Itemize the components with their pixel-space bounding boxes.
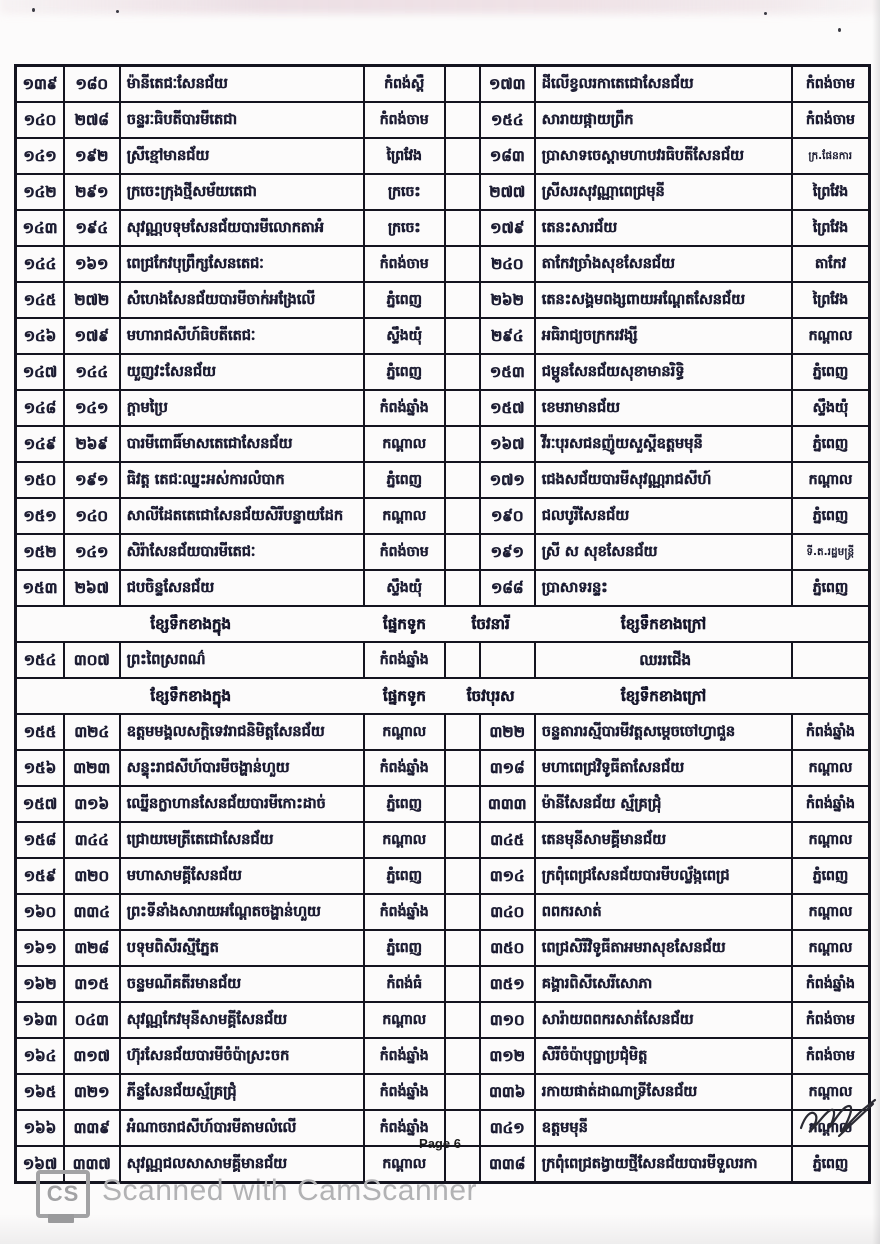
divider-cell	[445, 750, 480, 786]
right-boat-name: ប្រាសាទរន្ទះ	[535, 570, 792, 606]
table-row	[16, 354, 870, 390]
left-province: កណ្តាល	[364, 1002, 445, 1038]
left-province: កំពង់ឆ្នាំង	[364, 1110, 445, 1146]
left-boat-code: ៣៣៤	[64, 894, 120, 930]
right-boat-name: តេនះសង្គមពង្សពាយអណ្តែតសែនជ័យ	[535, 282, 792, 318]
table-row	[16, 246, 870, 282]
right-province: កណ្តាល	[792, 750, 870, 786]
divider-cell	[445, 786, 480, 822]
left-province: កណ្តាល	[364, 498, 445, 534]
left-boat-code: ១៨០	[64, 66, 120, 103]
boat-roster-table	[14, 64, 871, 1184]
right-boat-code	[480, 642, 535, 678]
left-entry-number: ១៤៥	[16, 282, 64, 318]
right-province: ភ្នំពេញ	[792, 426, 870, 462]
left-boat-code: ២៧២	[64, 282, 120, 318]
left-boat-name: សាលីដែតតេជោសែនជ័យសិរីបន្ទាយដែក	[120, 498, 364, 534]
left-province: កណ្តាល	[364, 714, 445, 750]
table-row	[16, 210, 870, 246]
right-boat-code: ២៦២	[480, 282, 535, 318]
right-boat-name: ក្រពុំពេជ្រតង្វាយថ្មីសែនជ័យបារមីទួលរកា	[535, 1146, 792, 1183]
scan-speck	[838, 28, 841, 32]
left-boat-name: ឧត្តមមង្គលសក្តិទេវរាជនិមិត្តសែនជ័យ	[120, 714, 364, 750]
inner-lane-header: ខ្សែទឹកខាងក្នុង	[150, 614, 231, 633]
divider-cell	[445, 102, 480, 138]
table-row	[16, 462, 870, 498]
table-row	[16, 1074, 870, 1110]
right-boat-code: ១៨៨	[480, 570, 535, 606]
divider-cell	[445, 318, 480, 354]
divider-cell	[445, 138, 480, 174]
left-entry-number: ១៥៥	[16, 714, 64, 750]
left-boat-name: ម៉ានីតេជៈសែនជ័យ	[120, 66, 364, 103]
scan-bottom-shadow	[0, 1214, 880, 1244]
left-province: ភ្នំពេញ	[364, 858, 445, 894]
right-boat-name: សារាយផ្កាយព្រឹក	[535, 102, 792, 138]
table-row	[16, 66, 870, 103]
left-boat-name: ក្រចេះក្រុងថ្មីសម័យតេជា	[120, 174, 364, 210]
table-row	[16, 1002, 870, 1038]
divider-cell	[445, 966, 480, 1002]
right-province: កណ្តាល	[792, 894, 870, 930]
table-row	[16, 138, 870, 174]
left-boat-code: ០៤៣	[64, 1002, 120, 1038]
left-entry-number: ១៤៣	[16, 210, 64, 246]
divider-cell	[445, 534, 480, 570]
left-boat-name: សុវណ្ណបទុមសែនជ័យបារមីលោកតាអំ	[120, 210, 364, 246]
left-entry-number: ១៥៨	[16, 822, 64, 858]
right-boat-code: ៣៥០	[480, 930, 535, 966]
right-province: កំពង់ចាម	[792, 1002, 870, 1038]
right-boat-name: ក្រពុំពេជ្រសែនជ័យបារមីបល្ល័ង្កពេជ្រ	[535, 858, 792, 894]
left-province: ភ្នំពេញ	[364, 462, 445, 498]
left-province: ភ្នំពេញ	[364, 786, 445, 822]
right-province: ព្រៃវែង	[792, 174, 870, 210]
left-boat-name: មហាសាមគ្គីសែនជ័យ	[120, 858, 364, 894]
camscanner-logo-icon	[36, 1170, 90, 1218]
divider-cell	[445, 354, 480, 390]
left-boat-name: ស្រីខ្មៅមានជ័យ	[120, 138, 364, 174]
divider-cell	[445, 858, 480, 894]
left-province: ក្រចេះ	[364, 210, 445, 246]
left-boat-code: ៣២០	[64, 858, 120, 894]
scan-speck	[764, 12, 767, 15]
table-row	[16, 174, 870, 210]
left-province: កំពង់ចាម	[364, 246, 445, 282]
left-province: កំពង់ឆ្នាំង	[364, 894, 445, 930]
left-boat-name: ចន្ទមណីគតីរមានជ័យ	[120, 966, 364, 1002]
left-province: កំពង់ឆ្នាំង	[364, 750, 445, 786]
left-boat-name: ឈ្នើនក្លាហានសែនជ័យបារមីកោះដាច់	[120, 786, 364, 822]
table-row	[16, 498, 870, 534]
table-row	[16, 642, 870, 678]
left-boat-name: សិរ៉ាសែនជ័យបារមីតេជៈ	[120, 534, 364, 570]
left-boat-name: ពេជ្រកែវបុព្រឹក្សសែនតេជៈ	[120, 246, 364, 282]
right-boat-code: ៣៤០	[480, 894, 535, 930]
right-boat-name: ដីលើខ្វលរកាតេជោសែនជ័យ	[535, 66, 792, 103]
left-boat-code: ៣០៧	[64, 642, 120, 678]
boat-category-header: ផ្នែកទូក	[382, 614, 426, 633]
right-province: ព្រៃវែង	[792, 282, 870, 318]
right-boat-name: រកាយផាត់ដាណាទ្រីសែនជ័យ	[535, 1074, 792, 1110]
divider-cell	[445, 894, 480, 930]
right-boat-name: ម៉ានីសែនជ័យ ស្ម័គ្រជ្រុំ	[535, 786, 792, 822]
left-province: កណ្តាល	[364, 1146, 445, 1183]
left-boat-name: អំណាចរាជសីហ៍បារមីតាមលំលើ	[120, 1110, 364, 1146]
right-boat-name: ចន្ទតារារស្មីបារមីវត្តសម្តេចចៅហ្វាជួន	[535, 714, 792, 750]
divider-cell	[445, 822, 480, 858]
divider-cell	[445, 642, 480, 678]
section-header-row	[16, 678, 870, 714]
right-boat-name: ខេមរាមានជ័យ	[535, 390, 792, 426]
right-boat-code: ៣៥១	[480, 966, 535, 1002]
right-boat-name: ពពករសាត់	[535, 894, 792, 930]
table-row	[16, 102, 870, 138]
left-boat-name: ជបចិន្ទសែនជ័យ	[120, 570, 364, 606]
right-boat-code: ៣៤១	[480, 1110, 535, 1146]
left-entry-number: ១៦២	[16, 966, 64, 1002]
left-boat-name: ព្រះពៃស្រពណ៌	[120, 642, 364, 678]
left-province: កំពង់ឆ្នាំង	[364, 642, 445, 678]
left-entry-number: ១៤៧	[16, 354, 64, 390]
left-boat-name: ហ៊ុរសែនជ័យបារមីចំប៉ាស្រះចក	[120, 1038, 364, 1074]
left-entry-number: ១៥៣	[16, 570, 64, 606]
right-boat-name: សារ៉ាយពពករសាត់សែនជ័យ	[535, 1002, 792, 1038]
left-entry-number: ១៤០	[16, 102, 64, 138]
left-boat-name: ចន្ទរៈធិបតីបារមីតេជា	[120, 102, 364, 138]
right-boat-code: ១៦៧	[480, 426, 535, 462]
left-boat-name: បារមីពោធិ៍មាសតេជោសែនជ័យ	[120, 426, 364, 462]
right-province: កំពង់ឆ្នាំង	[792, 966, 870, 1002]
left-entry-number: ១៤១	[16, 138, 64, 174]
right-boat-name: មហាពេជ្រវិទូធីតាសែនជ័យ	[535, 750, 792, 786]
right-province	[792, 642, 870, 678]
left-entry-number: ១៤៨	[16, 390, 64, 426]
right-boat-code: ៣៣៣	[480, 786, 535, 822]
right-province: កំពង់ចាម	[792, 66, 870, 103]
divider-cell	[445, 426, 480, 462]
left-boat-code: ៣៣៩	[64, 1110, 120, 1146]
left-entry-number: ១៦០	[16, 894, 64, 930]
left-province: កំពង់ធំ	[364, 966, 445, 1002]
table-row	[16, 1038, 870, 1074]
right-boat-code: ៣១៨	[480, 750, 535, 786]
right-boat-code: ១៥៧	[480, 390, 535, 426]
camscanner-logo-text: CS	[46, 1181, 80, 1206]
divider-cell	[445, 570, 480, 606]
left-boat-name: ព្រះទីនាំងសារាយអណ្តែតចង្ហាន់ហួយ	[120, 894, 364, 930]
left-entry-number: ១៦៧	[16, 1146, 64, 1183]
left-boat-code: ២៧៨	[64, 102, 120, 138]
left-province: ភ្នំពេញ	[364, 282, 445, 318]
divider-cell	[445, 930, 480, 966]
right-boat-code: ៣២២	[480, 714, 535, 750]
right-boat-name: ស្រីសរសុវណ្ណាពេជ្រមុនី	[535, 174, 792, 210]
outer-lane-header: ខ្សែទឹកខាងក្រៅ	[620, 686, 706, 705]
left-boat-code: ១៤១	[64, 390, 120, 426]
right-province: ព្រៃវែង	[792, 210, 870, 246]
right-province: ភ្នំពេញ	[792, 498, 870, 534]
right-boat-code: ១៥៤	[480, 102, 535, 138]
right-boat-name: ឧត្តមមុនី	[535, 1110, 792, 1146]
right-boat-code: ៣១៤	[480, 858, 535, 894]
left-boat-code: ៣២១	[64, 1074, 120, 1110]
left-entry-number: ១៥២	[16, 534, 64, 570]
right-boat-code: ៣៤៥	[480, 822, 535, 858]
left-boat-name: ជ្រោយមេត្រីតេជោសែនជ័យ	[120, 822, 364, 858]
right-province: ភ្នំពេញ	[792, 1146, 870, 1183]
right-boat-code: ៣៣៦	[480, 1074, 535, 1110]
left-entry-number: ១៥១	[16, 498, 64, 534]
section-header-row	[16, 606, 870, 642]
right-boat-name: តាកែវច្រាំងសុខសែនជ័យ	[535, 246, 792, 282]
camscanner-logo-tab	[48, 1214, 74, 1223]
handwritten-signature	[795, 1096, 879, 1144]
left-boat-name: ភីន្ទសែនជ័យស្ម័គ្រជ្រុំ	[120, 1074, 364, 1110]
right-boat-code: ៣១០	[480, 1002, 535, 1038]
right-province: កំពង់ឆ្នាំង	[792, 786, 870, 822]
left-boat-name: ក្តាមប្រៃ	[120, 390, 364, 426]
divider-cell	[445, 1038, 480, 1074]
table-row	[16, 282, 870, 318]
left-entry-number: ១៥០	[16, 462, 64, 498]
left-province: ស្ទឹងយ៉ុំ	[364, 318, 445, 354]
left-province: ភ្នំពេញ	[364, 354, 445, 390]
gender-category-header: ចែវនារី	[471, 614, 510, 633]
scan-edge-shadow	[872, 0, 880, 1244]
right-boat-name: គង្គារពិសីសេរីសោភា	[535, 966, 792, 1002]
left-entry-number: ១៦១	[16, 930, 64, 966]
right-boat-code: ២៤០	[480, 246, 535, 282]
right-boat-code: ៣៣៨	[480, 1146, 535, 1183]
right-boat-code: ២៧៧	[480, 174, 535, 210]
right-boat-name: ជម្ពូនសែនជ័យសុខាមានរិទ្ធិ	[535, 354, 792, 390]
left-boat-name: បទុមពិសីរស្មីភ្នែត	[120, 930, 364, 966]
right-boat-name: ស្រី ស សុខសែនជ័យ	[535, 534, 792, 570]
right-boat-code: ១៧៩	[480, 210, 535, 246]
left-boat-code: ៣១៧	[64, 1038, 120, 1074]
left-boat-code: ៣៣៧	[64, 1146, 120, 1183]
left-entry-number: ១៤៤	[16, 246, 64, 282]
right-boat-name: អធិរាជ្យចក្រករវង្សី	[535, 318, 792, 354]
right-province: ក្រ.ផែនការ	[792, 138, 870, 174]
scan-smudge-top	[0, 0, 880, 14]
right-province: កណ្តាល	[792, 822, 870, 858]
right-boat-name: តេនមុនីសាមគ្គីមានជ័យ	[535, 822, 792, 858]
right-province: តាកែវ	[792, 246, 870, 282]
table-row	[16, 426, 870, 462]
left-boat-code: ១៤៤	[64, 354, 120, 390]
left-province: កណ្តាល	[364, 426, 445, 462]
left-boat-name: យួញវះសែនជ័យ	[120, 354, 364, 390]
left-province: កណ្តាល	[364, 822, 445, 858]
table-row	[16, 390, 870, 426]
divider-cell	[445, 462, 480, 498]
left-boat-code: ២៩១	[64, 174, 120, 210]
left-province: កំពង់ស្ពឺ	[364, 66, 445, 103]
divider-cell	[445, 210, 480, 246]
left-province: កំពង់ចាម	[364, 534, 445, 570]
left-boat-name: ធិវត្ត តេជៈឈ្នះអស់ការលំបាក	[120, 462, 364, 498]
divider-cell	[445, 498, 480, 534]
right-boat-code: ១៥៣	[480, 354, 535, 390]
scan-speck	[32, 8, 35, 12]
left-province: ភ្នំពេញ	[364, 930, 445, 966]
left-boat-code: ៣១៦	[64, 786, 120, 822]
left-province: ព្រៃវែង	[364, 138, 445, 174]
divider-cell	[445, 174, 480, 210]
right-province: កណ្តាល	[792, 1110, 870, 1146]
right-province: ភ្នំពេញ	[792, 570, 870, 606]
divider-cell	[445, 390, 480, 426]
divider-cell	[445, 282, 480, 318]
left-province: កំពង់ឆ្នាំង	[364, 390, 445, 426]
right-province: កណ្តាល	[792, 462, 870, 498]
left-boat-code: ១៩១	[64, 462, 120, 498]
right-province: ភ្នំពេញ	[792, 858, 870, 894]
boat-category-header: ផ្នែកទូក	[382, 686, 426, 705]
right-province: ភ្នំពេញ	[792, 354, 870, 390]
right-boat-name: ឈររជើង	[535, 642, 792, 678]
table-row	[16, 786, 870, 822]
table-row	[16, 966, 870, 1002]
right-boat-name: វីរៈបុរសជនញ៉ូយសួស្តីឧត្តមមុនី	[535, 426, 792, 462]
divider-cell	[445, 1002, 480, 1038]
left-boat-code: ១៧៩	[64, 318, 120, 354]
left-boat-name: សន្ទុះរាជសីហ៍បារមីចង្ហាន់ហួយ	[120, 750, 364, 786]
table-row	[16, 714, 870, 750]
table-row	[16, 822, 870, 858]
right-boat-code: ១៩០	[480, 498, 535, 534]
divider-cell	[445, 246, 480, 282]
scan-speck	[116, 10, 119, 13]
divider-cell	[445, 714, 480, 750]
left-entry-number: ១៥៦	[16, 750, 64, 786]
right-province: ទី.ត.រដ្ឋមន្ត្រី	[792, 534, 870, 570]
right-province: កំពង់ឆ្នាំង	[792, 714, 870, 750]
left-boat-code: ១៩២	[64, 138, 120, 174]
gender-category-header: ចែវបុរស	[466, 686, 515, 705]
right-province: កំពង់ចាម	[792, 1038, 870, 1074]
right-province: កណ្តាល	[792, 318, 870, 354]
left-boat-code: ៣៤៤	[64, 822, 120, 858]
left-province: កំពង់ចាម	[364, 102, 445, 138]
right-boat-name: សិរីចំប៉ាបុប្ផាប្រជុំមិត្ត	[535, 1038, 792, 1074]
camscanner-watermark-text: Scanned with CamScanner	[102, 1174, 478, 1207]
left-entry-number: ១៦៤	[16, 1038, 64, 1074]
table-row	[16, 318, 870, 354]
right-boat-name: ជលបូរីសែនជ័យ	[535, 498, 792, 534]
left-province: ស្ទឹងយ៉ុំ	[364, 570, 445, 606]
table-row	[16, 858, 870, 894]
right-province: កណ្តាល	[792, 1074, 870, 1110]
left-boat-code: ២៦៧	[64, 570, 120, 606]
left-boat-name: សំហេងសែនជ័យបារមីចាក់អង្រែលើ	[120, 282, 364, 318]
left-entry-number: ១៤២	[16, 174, 64, 210]
left-entry-number: ១៣៩	[16, 66, 64, 103]
right-boat-code: ១៧១	[480, 462, 535, 498]
right-boat-name: តេនះសារជ័យ	[535, 210, 792, 246]
left-boat-code: ១៤០	[64, 498, 120, 534]
right-province: កំពង់ចាម	[792, 102, 870, 138]
left-boat-code: ៣២៣	[64, 750, 120, 786]
table-row	[16, 894, 870, 930]
left-province: ក្រចេះ	[364, 174, 445, 210]
right-boat-code: ១៧៣	[480, 66, 535, 103]
left-boat-code: ១៩៤	[64, 210, 120, 246]
right-boat-name: ប្រាសាទចេស្តាមហាបវរធិបតីសែនជ័យ	[535, 138, 792, 174]
left-entry-number: ១៤៩	[16, 426, 64, 462]
outer-lane-header: ខ្សែទឹកខាងក្រៅ	[620, 614, 706, 633]
table-row	[16, 534, 870, 570]
left-boat-name: សុវណ្ណជលសាសាមគ្គីមានជ័យ	[120, 1146, 364, 1183]
right-boat-code: ១៩១	[480, 534, 535, 570]
right-boat-code: ១៨៣	[480, 138, 535, 174]
left-boat-code: ១៤១	[64, 534, 120, 570]
left-entry-number: ១៥៩	[16, 858, 64, 894]
divider-cell	[445, 66, 480, 103]
left-entry-number: ១៦៦	[16, 1110, 64, 1146]
left-boat-code: ៣១៥	[64, 966, 120, 1002]
left-entry-number: ១៤៦	[16, 318, 64, 354]
left-boat-code: ៣២៤	[64, 714, 120, 750]
left-province: កំពង់ឆ្នាំង	[364, 1074, 445, 1110]
right-province: កណ្តាល	[792, 930, 870, 966]
left-entry-number: ១៥៤	[16, 642, 64, 678]
right-boat-name: ពេជ្រសិរីវិទូធីតាអមរាសុខសែនជ័យ	[535, 930, 792, 966]
left-province: កំពង់ឆ្នាំង	[364, 1038, 445, 1074]
left-boat-name: សុវណ្ណកែវមុនីសាមគ្គីសែនជ័យ	[120, 1002, 364, 1038]
left-boat-code: ៣២៨	[64, 930, 120, 966]
table-row	[16, 750, 870, 786]
inner-lane-header: ខ្សែទឹកខាងក្នុង	[150, 686, 231, 705]
table-row	[16, 930, 870, 966]
divider-cell	[445, 1074, 480, 1110]
left-entry-number: ១៦៥	[16, 1074, 64, 1110]
left-boat-code: ២៦៩	[64, 426, 120, 462]
right-boat-code: ៣១២	[480, 1038, 535, 1074]
table-row	[16, 570, 870, 606]
left-entry-number: ១៦៣	[16, 1002, 64, 1038]
left-boat-name: មហារាជសីហ៍ធិបតីតេជៈ	[120, 318, 364, 354]
right-boat-code: ២៩៤	[480, 318, 535, 354]
page-number-label: Page 6	[419, 1136, 461, 1151]
right-boat-name: ជេងសជ័យបារមីសុវណ្ណរាជសីហ៍	[535, 462, 792, 498]
left-boat-code: ១៦១	[64, 246, 120, 282]
right-province: ស្ទឹងយ៉ុំ	[792, 390, 870, 426]
left-entry-number: ១៥៧	[16, 786, 64, 822]
